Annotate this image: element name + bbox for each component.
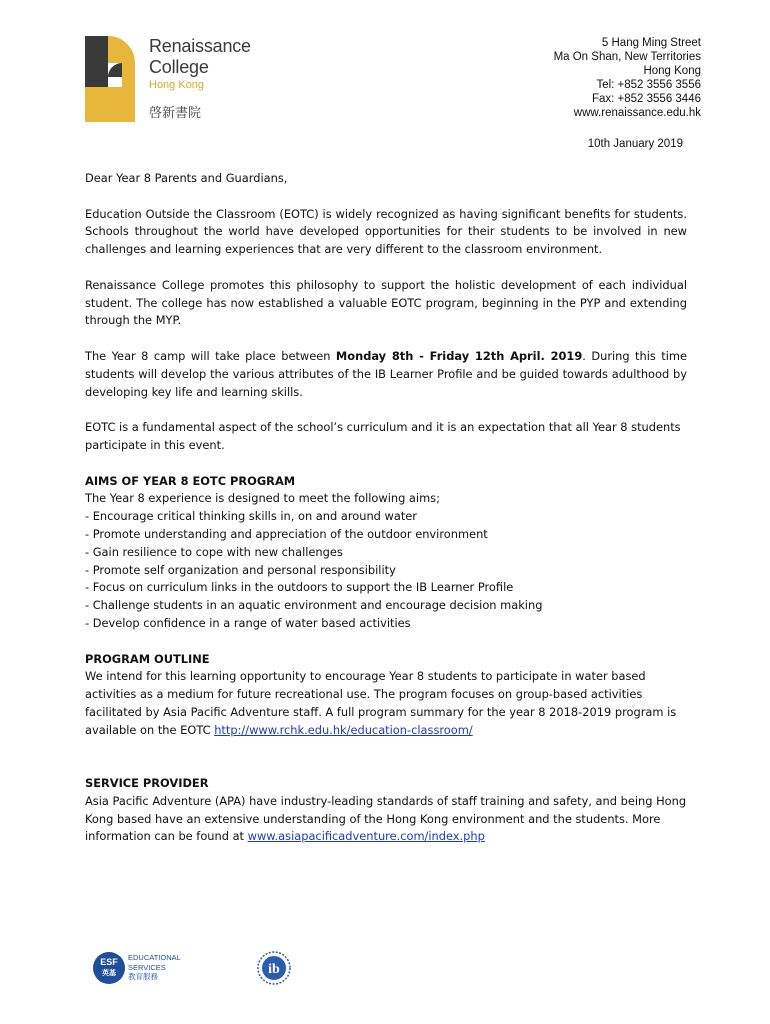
provider-heading: SERVICE PROVIDER: [85, 776, 209, 791]
logo-chinese-name: 啓新書院: [149, 106, 202, 121]
letter-body: [85, 170, 687, 846]
paragraph-expectation: EOTC is a fundamental aspect of the school’s curriculum and it is an expectation that all Year 8 students participate in this event.: [85, 420, 681, 452]
esf-line2: SERVICES: [128, 962, 166, 972]
logo-location: Hong Kong: [149, 79, 205, 91]
esf-line3: 教育服務: [128, 972, 158, 981]
list-item: - Encourage critical thinking skills in, on and around water: [85, 509, 417, 524]
paragraph-camp-dates: [85, 348, 687, 401]
list-item: - Promote self organization and personal responsibility: [85, 562, 396, 577]
address-website[interactable]: www.renaissance.edu.hk: [573, 107, 701, 119]
esf-line1: EDUCATIONAL: [128, 953, 181, 962]
letter-date: 10th January 2019: [587, 138, 683, 150]
apa-link[interactable]: www.asiapacificadventure.com/index.php: [247, 829, 485, 844]
paragraph-philosophy: Renaissance College promotes this philosophy to support the holistic development of each individual student. The college has now established a valuable EOTC program, beginning in the PYP and extending through the MYP.: [85, 277, 687, 328]
outline-text: We intend for this learning opportunity to encourage Year 8 students to participate in water based activities as a medium for future recreational use. The program focuses on group-based activities facilitated by Asia Pacific Adventure staff. A full program summary for the year 8 2018-2019 program is available on the EOTC: [85, 669, 677, 737]
camp-dates: Monday 8th - Friday 12th April. 2019: [335, 348, 583, 363]
provider-text: Asia Pacific Adventure (APA) have industry-leading standards of staff training and safety, and being Hong Kong based have an extensive understanding of the Hong Kong environment and the students. More information can be found at: [85, 793, 687, 844]
paragraph-eotc-intro: Education Outside the Classroom (EOTC) is widely recognized as having significant benefits for students. Schools throughout the world have developed opportunities for their students to be involved in new challenges and learning experiences that are very different to the classroom environment.: [85, 206, 687, 257]
address-street: 5 Hang Ming Street: [601, 37, 701, 49]
salutation: Dear Year 8 Parents and Guardians,: [85, 171, 288, 185]
list-item: - Challenge students in an aquatic environment and encourage decision making: [85, 598, 543, 613]
college-logo: [85, 36, 251, 122]
logo-name-line2: College: [149, 57, 209, 77]
address-city: Hong Kong: [643, 65, 701, 77]
provider-paragraph: [85, 793, 687, 846]
list-item: - Develop confidence in a range of water based activities: [85, 615, 411, 630]
aims-heading: AIMS OF YEAR 8 EOTC PROGRAM: [85, 473, 296, 488]
esf-badge-cn: 英基: [102, 970, 116, 977]
camp-text-before: The Year 8 camp will take place between: [85, 348, 336, 363]
esf-badge-text: ESF: [100, 957, 118, 967]
address-tel: Tel: +852 3556 3556: [596, 79, 701, 91]
esf-logo: [93, 952, 203, 986]
address-district: Ma On Shan, New Territories: [553, 51, 701, 63]
ib-logo-icon: [256, 950, 292, 986]
outline-paragraph: [85, 668, 687, 739]
renaissance-logo-mark: [85, 36, 135, 122]
camp-text-after: . During this time students will develop the various attributes of the IB Learner Profile and be guided towards adulthood by developing key life and learning skills.: [85, 348, 687, 399]
eotc-link[interactable]: http://www.rchk.edu.hk/education-classroom/: [214, 722, 473, 737]
ib-logo-text: ib: [268, 962, 280, 977]
list-item: - Gain resilience to cope with new challenges: [85, 544, 343, 559]
logo-name-line1: Renaissance: [149, 36, 251, 56]
list-item: - Promote understanding and appreciation of the outdoor environment: [85, 526, 488, 541]
aims-intro: The Year 8 experience is designed to meet the following aims;: [85, 491, 440, 506]
address-fax: Fax: +852 3556 3446: [591, 93, 701, 105]
aims-list: [85, 508, 687, 633]
outline-heading: PROGRAM OUTLINE: [85, 651, 210, 666]
list-item: - Focus on curriculum links in the outdoors to support the IB Learner Profile: [85, 580, 514, 595]
esf-badge-icon: [93, 952, 125, 984]
school-address: [554, 36, 701, 120]
